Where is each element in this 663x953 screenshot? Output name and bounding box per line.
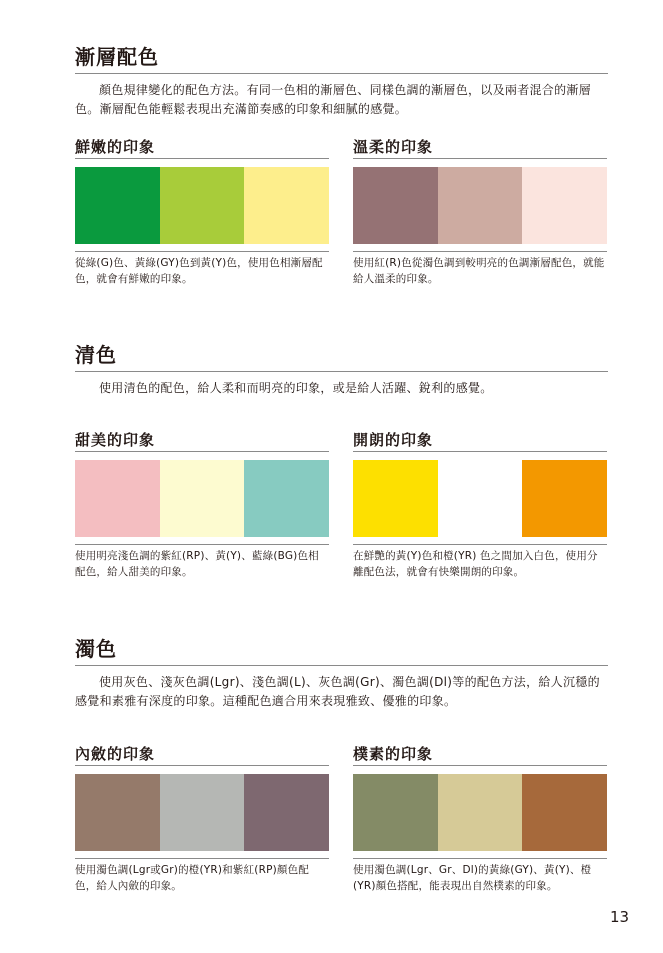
color-swatch [438,167,523,244]
color-swatch [353,460,438,537]
section-description: 顏色規律變化的配色方法。有同一色相的漸層色、同樣色調的漸層色，以及兩者混合的漸層色。漸層配色能輕鬆表現出充滿節奏感的印象和細膩的感覺。 [75,83,592,116]
swatch-row [75,460,329,537]
section-clear [75,343,608,398]
card-reserved [75,745,329,894]
card-cheerful [353,431,607,580]
card-description: 使用濁色調(Lgr或Gr)的橙(YR)和紫紅(RP)顏色配色，給人內斂的印象。 [75,858,329,894]
color-swatch [244,460,329,537]
color-swatch [75,167,160,244]
color-swatch [522,167,607,244]
card-title: 內斂的印象 [75,745,329,766]
section-description: 使用清色的配色，給人柔和而明亮的印象，或是給人活躍、銳利的感覺。 [99,381,493,395]
color-swatch [75,460,160,537]
section-description: 使用灰色、淺灰色調(Lgr)、淺色調(L)、灰色調(Gr)、濁色調(Dl)等的配色方法，給人沉穩的感覺和素雅有深度的印象。這種配色適合用來表現雅致、優雅的印象。 [75,675,600,708]
color-swatch [438,460,523,537]
card-description: 使用濁色調(Lgr、Gr、Dl)的黃綠(GY)、黃(Y)、橙(YR)顏色搭配，能表現出自然樸素的印象。 [353,858,607,894]
card-title: 開朗的印象 [353,431,607,452]
swatch-row [75,774,329,851]
swatch-row [353,774,607,851]
section-title: 漸層配色 [75,45,608,74]
color-swatch [75,774,160,851]
card-description: 使用明亮淺色調的紫紅(RP)、黃(Y)、藍綠(BG)色相配色，給人甜美的印象。 [75,544,329,580]
color-swatch [244,167,329,244]
color-swatch [160,774,245,851]
color-swatch [353,774,438,851]
card-description: 在鮮艷的黃(Y)色和橙(YR) 色之間加入白色，使用分離配色法，就會有快樂開朗的印象。 [353,544,607,580]
section-muted [75,637,608,711]
card-fresh [75,138,329,287]
card-title: 甜美的印象 [75,431,329,452]
card-description: 從綠(G)色、黃綠(GY)色到黃(Y)色，使用色相漸層配色，就會有鮮嫩的印象。 [75,251,329,287]
card-title: 鮮嫩的印象 [75,138,329,159]
page-number: 13 [610,908,630,926]
section-gradient [75,45,608,119]
section-title: 濁色 [75,637,608,666]
card-description: 使用紅(R)色從濁色調到較明亮的色調漸層配色，就能給人溫柔的印象。 [353,251,607,287]
card-gentle [353,138,607,287]
color-swatch [160,167,245,244]
card-sweet [75,431,329,580]
card-simple [353,745,607,894]
color-swatch [353,167,438,244]
swatch-row [353,460,607,537]
section-title: 清色 [75,343,608,372]
card-title: 溫柔的印象 [353,138,607,159]
color-swatch [160,460,245,537]
card-title: 樸素的印象 [353,745,607,766]
color-swatch [438,774,523,851]
color-swatch [244,774,329,851]
swatch-row [353,167,607,244]
swatch-row [75,167,329,244]
color-swatch [522,774,607,851]
color-swatch [522,460,607,537]
